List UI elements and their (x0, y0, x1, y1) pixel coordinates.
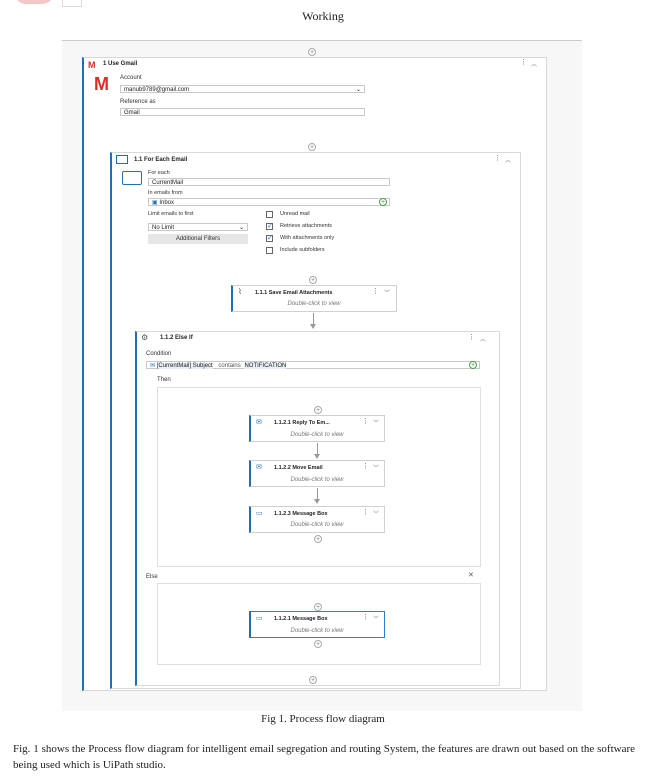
close-icon[interactable]: ✕ (468, 572, 474, 579)
reference-field[interactable]: Gmail (120, 108, 365, 116)
retrieve-attachments-label: Retrieve attachments (280, 223, 332, 229)
collapse-icon[interactable]: ︽ (505, 158, 512, 164)
else-label: Else (146, 574, 158, 580)
mail-loop-icon (122, 171, 142, 185)
expand-icon[interactable]: ︾ (373, 466, 380, 472)
move-mail-icon: ✉ (256, 464, 262, 471)
move-email-hint: Double-click to view (290, 477, 344, 483)
reference-label: Reference as (120, 99, 156, 105)
top-rule (62, 0, 82, 7)
use-gmail-title: 1 Use Gmail (103, 61, 138, 67)
add-activity-icon[interactable]: + (310, 677, 316, 684)
page-top-label: Working (302, 9, 344, 23)
expand-icon[interactable]: ︾ (384, 291, 391, 297)
reply-to-email-hint: Double-click to view (290, 432, 344, 438)
add-folder-icon[interactable]: + (380, 199, 386, 206)
with-attachments-label: With attachments only (280, 235, 335, 241)
add-activity-icon[interactable]: + (315, 536, 321, 543)
mail-property-icon: ✉ (150, 363, 156, 369)
with-attachments-checkbox[interactable]: ✓ (267, 235, 273, 242)
account-label: Account (120, 75, 142, 81)
for-each-icon (116, 155, 128, 164)
more-options-icon[interactable]: ⋮ (468, 334, 475, 341)
add-condition-icon[interactable]: + (470, 362, 476, 369)
gmail-icon: M (88, 60, 96, 70)
message-box-title: 1.1.2.3 Message Box (274, 511, 328, 517)
account-select[interactable] (120, 85, 365, 93)
condition-field[interactable] (146, 361, 480, 369)
then-label: Then (157, 377, 171, 383)
add-activity-icon[interactable]: + (315, 604, 321, 611)
more-options-icon[interactable]: ⋮ (494, 155, 501, 162)
flow-arrow (314, 499, 320, 504)
condition-subject: [CurrentMail] Subject (156, 363, 213, 369)
top-logo-fragment (14, 0, 54, 4)
for-each-label: For each (148, 170, 170, 176)
condition-value: NOTIFICATION (244, 363, 287, 369)
expand-icon[interactable]: ︾ (373, 617, 380, 623)
flow-arrow (314, 454, 320, 459)
save-attachments-hint: Double-click to view (287, 301, 341, 307)
message-box-icon: ▭ (256, 510, 263, 517)
for-each-email-title: 1.1 For Each Email (134, 157, 188, 163)
limit-select[interactable] (148, 223, 248, 231)
limit-label: Limit emails to first (148, 211, 194, 217)
save-attachments-title: 1.1.1 Save Email Attachments (255, 290, 333, 296)
condition-operator: contains (218, 363, 241, 369)
body-paragraph: Fig. 1 shows the Process flow diagram for intelligent email segregation and routing System, the features are drawn out based on the software being used which is UiPath studio. (13, 743, 635, 771)
else-message-box-title: 1.1.2.1 Message Box (274, 616, 328, 622)
more-options-icon[interactable]: ⋮ (362, 418, 369, 425)
folder-icon: ▣ (152, 200, 158, 206)
reply-to-email-title: 1.1.2.1 Reply To Em... (274, 420, 330, 426)
retrieve-attachments-checkbox[interactable]: ✓ (267, 223, 273, 230)
include-subfolders-label: Include subfolders (280, 247, 325, 253)
add-activity-icon[interactable]: + (315, 407, 321, 414)
expand-icon[interactable]: ︾ (373, 512, 380, 518)
gmail-logo-icon: M (94, 74, 109, 94)
more-options-icon[interactable]: ⋮ (362, 614, 369, 621)
add-activity-icon[interactable]: + (310, 277, 316, 284)
chevron-down-icon: ⌄ (238, 225, 244, 231)
condition-label: Condition (146, 351, 172, 357)
unread-mail-label: Unread mail (280, 211, 310, 217)
in-emails-from-value: Inbox (159, 200, 175, 206)
message-box-hint: Double-click to view (290, 522, 344, 528)
more-options-icon[interactable]: ⋮ (362, 509, 369, 516)
more-options-icon[interactable]: ⋮ (520, 59, 527, 66)
limit-value: No Limit (152, 225, 175, 231)
message-box-icon: ▭ (256, 615, 263, 622)
unread-mail-checkbox[interactable] (266, 211, 273, 218)
account-value: manub9789@gmail.com (124, 87, 190, 93)
else-if-icon: ⚙ (141, 333, 149, 342)
chevron-down-icon: ⌄ (355, 87, 361, 93)
collapse-icon[interactable]: ︽ (531, 62, 538, 68)
expand-icon[interactable]: ︾ (373, 421, 380, 427)
add-activity-icon[interactable]: + (315, 641, 321, 648)
in-emails-from-field[interactable] (148, 198, 390, 206)
attachment-icon: ⌇ (238, 287, 242, 296)
add-activity-icon[interactable]: + (309, 144, 315, 151)
in-emails-from-label: In emails from (148, 190, 183, 196)
figure-caption: Fig 1. Process flow diagram (261, 713, 385, 725)
collapse-icon[interactable]: ︽ (480, 337, 487, 343)
add-activity-icon[interactable]: + (309, 49, 315, 56)
move-email-title: 1.1.2.2 Move Email (274, 465, 323, 471)
else-if-title: 1.1.2 Else If (160, 335, 193, 341)
include-subfolders-checkbox[interactable] (266, 247, 273, 254)
reply-icon: ✉ (256, 419, 262, 426)
more-options-icon[interactable]: ⋮ (372, 288, 379, 295)
else-message-box-hint: Double-click to view (290, 628, 344, 634)
flow-arrow (310, 324, 316, 329)
for-each-field[interactable]: CurrentMail (148, 178, 390, 186)
additional-filters-button[interactable]: Additional Filters (148, 234, 248, 244)
more-options-icon[interactable]: ⋮ (362, 463, 369, 470)
